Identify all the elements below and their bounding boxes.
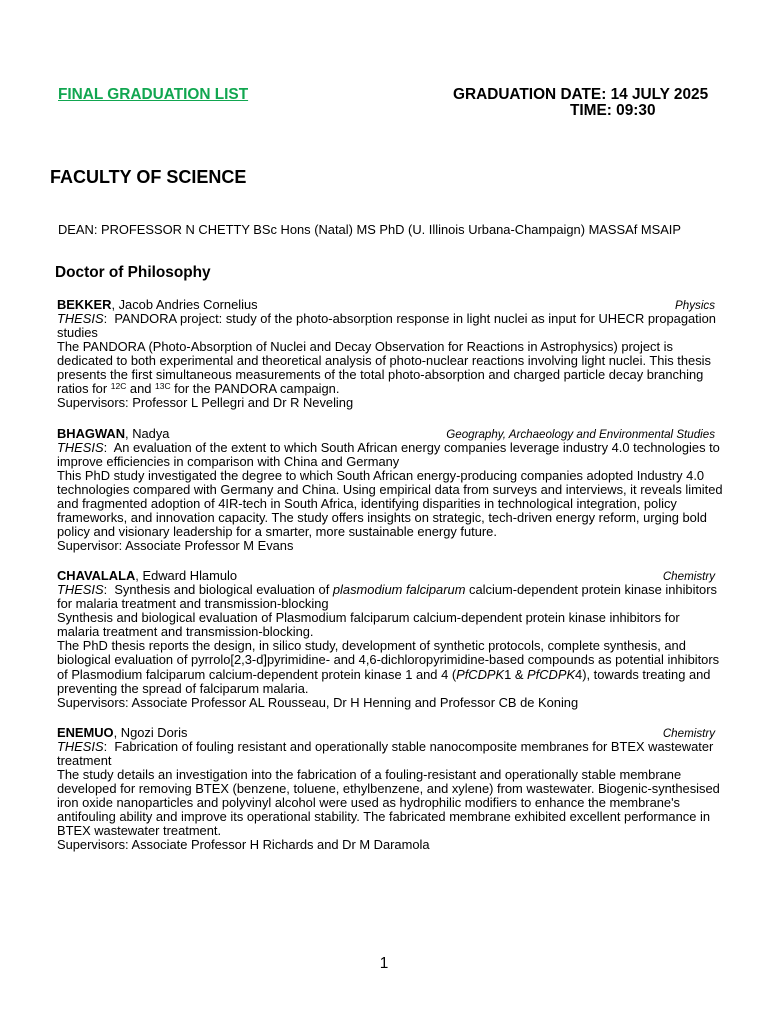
abstract-text: and bbox=[126, 381, 155, 397]
species-name: plasmodium falciparum bbox=[332, 582, 466, 598]
abstract-line: The PANDORA (Photo-Absorption of Nuclei and Decay Observation for Reactions in Astrophysics) project is bbox=[57, 339, 673, 355]
abstract-line: Synthesis and biological evaluation of Plasmodium falciparum calcium-dependent protein kinase inhibitors for bbox=[57, 610, 680, 626]
abstract-line: technologies compared with Germany and China. Using empirical data from surveys and interviews, it reveals limited bbox=[57, 481, 723, 497]
thesis-title-line bbox=[57, 583, 715, 597]
department-label: Chemistry bbox=[662, 726, 715, 740]
abstract-line: malaria treatment and transmission-blocking. bbox=[57, 624, 314, 640]
graduation-date: GRADUATION DATE: 14 JULY 2025 bbox=[453, 86, 709, 103]
abstract-line: frameworks, and innovation capacity. The study offers insights on strategic, tech-driven energy reform, urging bold bbox=[57, 509, 707, 525]
thesis-title-line bbox=[57, 439, 720, 455]
thesis-label: THESIS bbox=[57, 582, 104, 598]
graduate-name-row bbox=[57, 569, 715, 583]
graduate-surname: BHAGWAN bbox=[57, 425, 126, 441]
name-separator: , bbox=[113, 724, 121, 740]
abstract-line: presents the first simultaneous measurements of the total photo-absorption and charged particle decay branching bbox=[57, 367, 704, 383]
thesis-title-line: treatment bbox=[57, 752, 112, 768]
abstract-line: iron oxide nanoparticles and polyvinyl alcohol were used as hydrophilic modifiers to enhance the membrane's bbox=[57, 795, 680, 811]
abstract-text: 4), towards treating and bbox=[575, 666, 711, 682]
dean-line: DEAN: PROFESSOR N CHETTY BSc Hons (Natal) MS PhD (U. Illinois Urbana-Champaign) MASSAf MSAIP bbox=[58, 222, 681, 237]
thesis-title-text: calcium-dependent protein kinase inhibitors bbox=[465, 582, 717, 598]
department-label: Chemistry bbox=[662, 570, 715, 584]
thesis-title-line: improve efficiencies in comparison with China and Germany bbox=[57, 453, 400, 469]
graduate-entry bbox=[57, 724, 720, 853]
thesis-label-suffix: : bbox=[103, 439, 114, 455]
graduate-name bbox=[57, 569, 237, 583]
page-number: 1 bbox=[379, 955, 389, 972]
graduate-entry bbox=[57, 568, 720, 710]
supervisors: Supervisors: Associate Professor H Richards and Dr M Daramola bbox=[57, 837, 430, 853]
name-separator: , bbox=[111, 297, 119, 312]
graduate-name bbox=[57, 298, 258, 312]
department-label: Geography, Archaeology and Environmental Studies bbox=[446, 427, 715, 441]
thesis-label-suffix: : bbox=[103, 311, 115, 327]
thesis-title-text: PANDORA project: study of the photo-absorption response in light nuclei as input for UHECR propagation bbox=[114, 311, 716, 327]
abstract-line: antifouling ability and improve its operational stability. The fabricated membrane exhibited excellent performance in bbox=[57, 809, 711, 825]
abstract-line: developed for removing BTEX (benzene, toluene, ethylbenzene, and xylene) from wastewater. Biogenic-synthesised bbox=[57, 781, 720, 797]
abstract-line bbox=[57, 668, 715, 682]
abstract-line: BTEX wastewater treatment. bbox=[57, 823, 222, 839]
abstract-line: and fragmented adoption of 4IR-tech in South Africa, identifying disparities in technological integration, policy bbox=[57, 495, 677, 511]
abstract-line: This PhD study investigated the degree to which South African energy-producing companies adopted Industry 4.0 bbox=[57, 467, 705, 483]
thesis-label: THESIS bbox=[57, 738, 104, 754]
abstract-text: ratios for bbox=[57, 381, 111, 397]
supervisors: Supervisors: Professor L Pellegri and Dr R Neveling bbox=[57, 395, 354, 411]
graduate-name-row bbox=[57, 427, 715, 441]
graduate-entry bbox=[57, 298, 715, 410]
thesis-label-suffix: : bbox=[103, 738, 115, 754]
abstract-line bbox=[57, 382, 715, 396]
abstract-line: preventing the spread of falciparum malaria. bbox=[57, 680, 309, 696]
gene-name: PfCDPK bbox=[527, 666, 576, 682]
graduate-given-names: Ngozi Doris bbox=[120, 724, 188, 740]
abstract-line: policy and visionary leadership for a smarter, more sustainable energy future. bbox=[57, 523, 497, 539]
gene-name: PfCDPK bbox=[456, 666, 505, 682]
abstract-line: biological evaluation of pyrrolo[2,3-d]pyrimidine- and 4,6-dichloropyrimidine-based compounds as potential inhibitors bbox=[57, 652, 720, 668]
thesis-title-text: Fabrication of fouling resistant and operationally stable nanocomposite membranes for BTEX wastewater bbox=[114, 738, 714, 754]
thesis-title-text: Synthesis and biological evaluation of bbox=[114, 582, 333, 598]
graduate-name bbox=[57, 427, 169, 441]
final-graduation-list-link[interactable]: FINAL GRADUATION LIST bbox=[58, 86, 249, 103]
graduate-name-row bbox=[57, 298, 715, 312]
abstract-line: The study details an investigation into the fabrication of a fouling-resistant and operationally stable membrane bbox=[57, 766, 682, 782]
thesis-title-text: An evaluation of the extent to which South African energy companies leverage industry 4.0 technologies to bbox=[113, 439, 720, 455]
faculty-heading: FACULTY OF SCIENCE bbox=[50, 167, 247, 187]
graduate-name bbox=[57, 726, 187, 740]
graduate-surname: CHAVALALA bbox=[57, 568, 136, 584]
thesis-label: THESIS bbox=[57, 311, 104, 327]
abstract-line: dedicated to both experimental and theoretical analysis of photo-nuclear reactions involving light nuclei. This thesis bbox=[57, 353, 711, 369]
supervisors: Supervisor: Associate Professor M Evans bbox=[57, 537, 294, 553]
thesis-title-line bbox=[57, 312, 715, 326]
name-separator: , bbox=[125, 425, 133, 441]
thesis-title-line: studies bbox=[57, 325, 98, 341]
thesis-label-suffix: : bbox=[103, 582, 115, 598]
thesis-title-line: for malaria treatment and transmission-blocking bbox=[57, 596, 329, 612]
graduate-given-names: Edward Hlamulo bbox=[142, 568, 238, 584]
graduate-entry bbox=[57, 425, 723, 553]
abstract-text: of Plasmodium falciparum calcium-dependent protein kinase 1 and 4 ( bbox=[57, 666, 457, 682]
graduate-name-row bbox=[57, 726, 715, 740]
graduate-list bbox=[57, 297, 723, 868]
graduate-surname: BEKKER bbox=[57, 297, 112, 312]
isotope-superscript: 12C bbox=[110, 381, 127, 392]
thesis-title-line bbox=[57, 740, 715, 754]
degree-heading: Doctor of Philosophy bbox=[55, 264, 211, 281]
department-label: Physics bbox=[675, 299, 715, 312]
abstract-line: The PhD thesis reports the design, in silico study, development of synthetic protocols, complete synthesis, and bbox=[57, 638, 686, 654]
supervisors: Supervisors: Associate Professor AL Rousseau, Dr H Henning and Professor CB de Koning bbox=[57, 694, 579, 710]
graduate-given-names: Nadya bbox=[132, 425, 170, 441]
abstract-text: for the PANDORA campaign. bbox=[170, 381, 340, 397]
name-separator: , bbox=[135, 568, 143, 584]
graduate-given-names: Jacob Andries Cornelius bbox=[118, 297, 258, 312]
abstract-text: 1 & bbox=[504, 666, 528, 682]
thesis-label: THESIS bbox=[57, 439, 104, 455]
isotope-superscript: 13C bbox=[155, 381, 171, 392]
graduation-time: TIME: 09:30 bbox=[570, 102, 656, 119]
graduate-surname: ENEMUO bbox=[57, 724, 114, 740]
